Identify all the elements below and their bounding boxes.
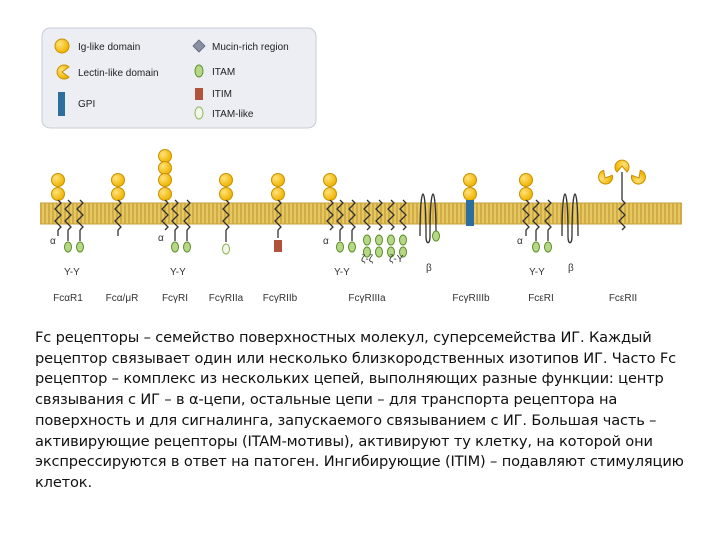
receptor-label-fcgriiib: FcγRIIIb bbox=[452, 293, 490, 304]
itam-motif bbox=[388, 235, 395, 245]
legend-label-mucin: Mucin-rich region bbox=[212, 42, 289, 53]
alpha-label: α bbox=[158, 233, 164, 244]
legend-box bbox=[42, 28, 316, 128]
beta-label: β bbox=[426, 263, 432, 274]
ig-like-domain bbox=[112, 188, 125, 201]
ig-like-domain bbox=[520, 188, 533, 201]
receptor-label-fcgri: FcγRI bbox=[161, 293, 189, 304]
zeta-gamma-label: ζ-Y bbox=[389, 254, 404, 265]
itam-motif bbox=[376, 247, 383, 257]
receptor-label-fcgriib: FcγRIIb bbox=[262, 293, 298, 304]
cell-membrane bbox=[40, 203, 682, 224]
itam-motif bbox=[400, 235, 407, 245]
itam-motif bbox=[184, 242, 191, 252]
ig-like-domain bbox=[159, 174, 172, 187]
ig-like-domain bbox=[272, 174, 285, 187]
gamma-pair-label: Y-Y bbox=[529, 267, 545, 278]
itam-motif bbox=[533, 242, 540, 252]
legend-label-itam: ITAM bbox=[212, 67, 236, 78]
ig-like-domain bbox=[324, 188, 337, 201]
caption-text: Fc рецепторы – семейство поверхностных молекул, суперсемейства ИГ. Каждый рецептор связывает один или несколько близкородственных изотипов ИГ. Часто Fc рецептор – комплекс из нескольких цепей, выполняющих разные функции: центр связывания с ИГ – в α-цепи, остальные цепи – для транспорта рецептора на поверхность и для сигналинга, запускаемого связыванием с ИГ. Большая часть – активирующие рецепторы (ITAM-мотивы), активируют ту клетку, на которой они экспрессируются в ответ на патоген. Ингибирующие (ITIM) – подавляют стимуляцию клеток. bbox=[35, 329, 684, 491]
ig-like-domain bbox=[464, 188, 477, 201]
itam-motif bbox=[545, 242, 552, 252]
gamma-pair-label: Y-Y bbox=[64, 267, 80, 278]
alpha-label: α bbox=[50, 236, 56, 247]
itam-like-motif bbox=[223, 244, 230, 254]
zeta-pair-label: ζ-ζ bbox=[361, 254, 374, 265]
ig-like-domain bbox=[324, 174, 337, 187]
gamma-pair-label: Y-Y bbox=[334, 267, 350, 278]
itam-motif bbox=[376, 235, 383, 245]
itam-motif bbox=[433, 231, 440, 241]
lectin-like-domain bbox=[615, 160, 629, 172]
lectin-like-domain bbox=[596, 169, 614, 186]
itam-icon bbox=[195, 65, 203, 77]
ig-like-domain bbox=[112, 174, 125, 187]
itim-motif bbox=[274, 240, 282, 252]
ig-like-domain bbox=[220, 188, 233, 201]
chain-labels bbox=[50, 233, 574, 278]
itam-motif bbox=[337, 242, 344, 252]
receptor-labels bbox=[53, 293, 637, 304]
receptor-label-fcgriia: FcγRIIa bbox=[208, 293, 244, 304]
alpha-label: α bbox=[517, 236, 523, 247]
ig-like-domain bbox=[52, 174, 65, 187]
legend-label-itim: ITIM bbox=[212, 89, 232, 100]
beta-label: β bbox=[568, 263, 574, 274]
itam-motif bbox=[77, 242, 84, 252]
gamma-pair-label: Y-Y bbox=[170, 267, 186, 278]
ig-like-domain-icon bbox=[55, 39, 69, 53]
itam-motif bbox=[172, 242, 179, 252]
gpi-anchor-icon bbox=[58, 92, 65, 116]
legend-itim bbox=[195, 88, 232, 100]
ig-like-domain bbox=[159, 162, 172, 175]
lectin-like-domain bbox=[630, 169, 648, 186]
ig-like-domain bbox=[520, 174, 533, 187]
ig-like-domain bbox=[52, 188, 65, 201]
legend-label-gpi: GPI bbox=[78, 99, 96, 110]
ig-like-domain bbox=[272, 188, 285, 201]
gpi-anchor bbox=[466, 200, 474, 226]
itam-motif bbox=[364, 235, 371, 245]
receptor-label-fceri-ii: FcεRII bbox=[608, 293, 638, 304]
alpha-label: α bbox=[323, 236, 329, 247]
itam-motif bbox=[349, 242, 356, 252]
itim-icon bbox=[195, 88, 203, 100]
legend-itam bbox=[195, 65, 235, 78]
receptor-label-fcar1: FcαR1 bbox=[53, 293, 83, 304]
ig-like-domain bbox=[159, 188, 172, 201]
receptor-label-fcamur: Fcα/μR bbox=[105, 293, 139, 304]
itam-like-icon bbox=[195, 107, 203, 119]
legend-label-ig-like: Ig-like domain bbox=[78, 42, 141, 53]
legend-label-itam-like: ITAM-like bbox=[212, 109, 254, 120]
receptor-label-fceri: FcεRI bbox=[528, 293, 554, 304]
legend-label-lectin-like: Lectin-like domain bbox=[78, 68, 159, 79]
ig-like-domain bbox=[159, 150, 172, 163]
ig-like-domain bbox=[464, 174, 477, 187]
itam-motif bbox=[65, 242, 72, 252]
receptor-label-fcgriiia: FcγRIIIa bbox=[348, 293, 386, 304]
ig-like-domain bbox=[220, 174, 233, 187]
